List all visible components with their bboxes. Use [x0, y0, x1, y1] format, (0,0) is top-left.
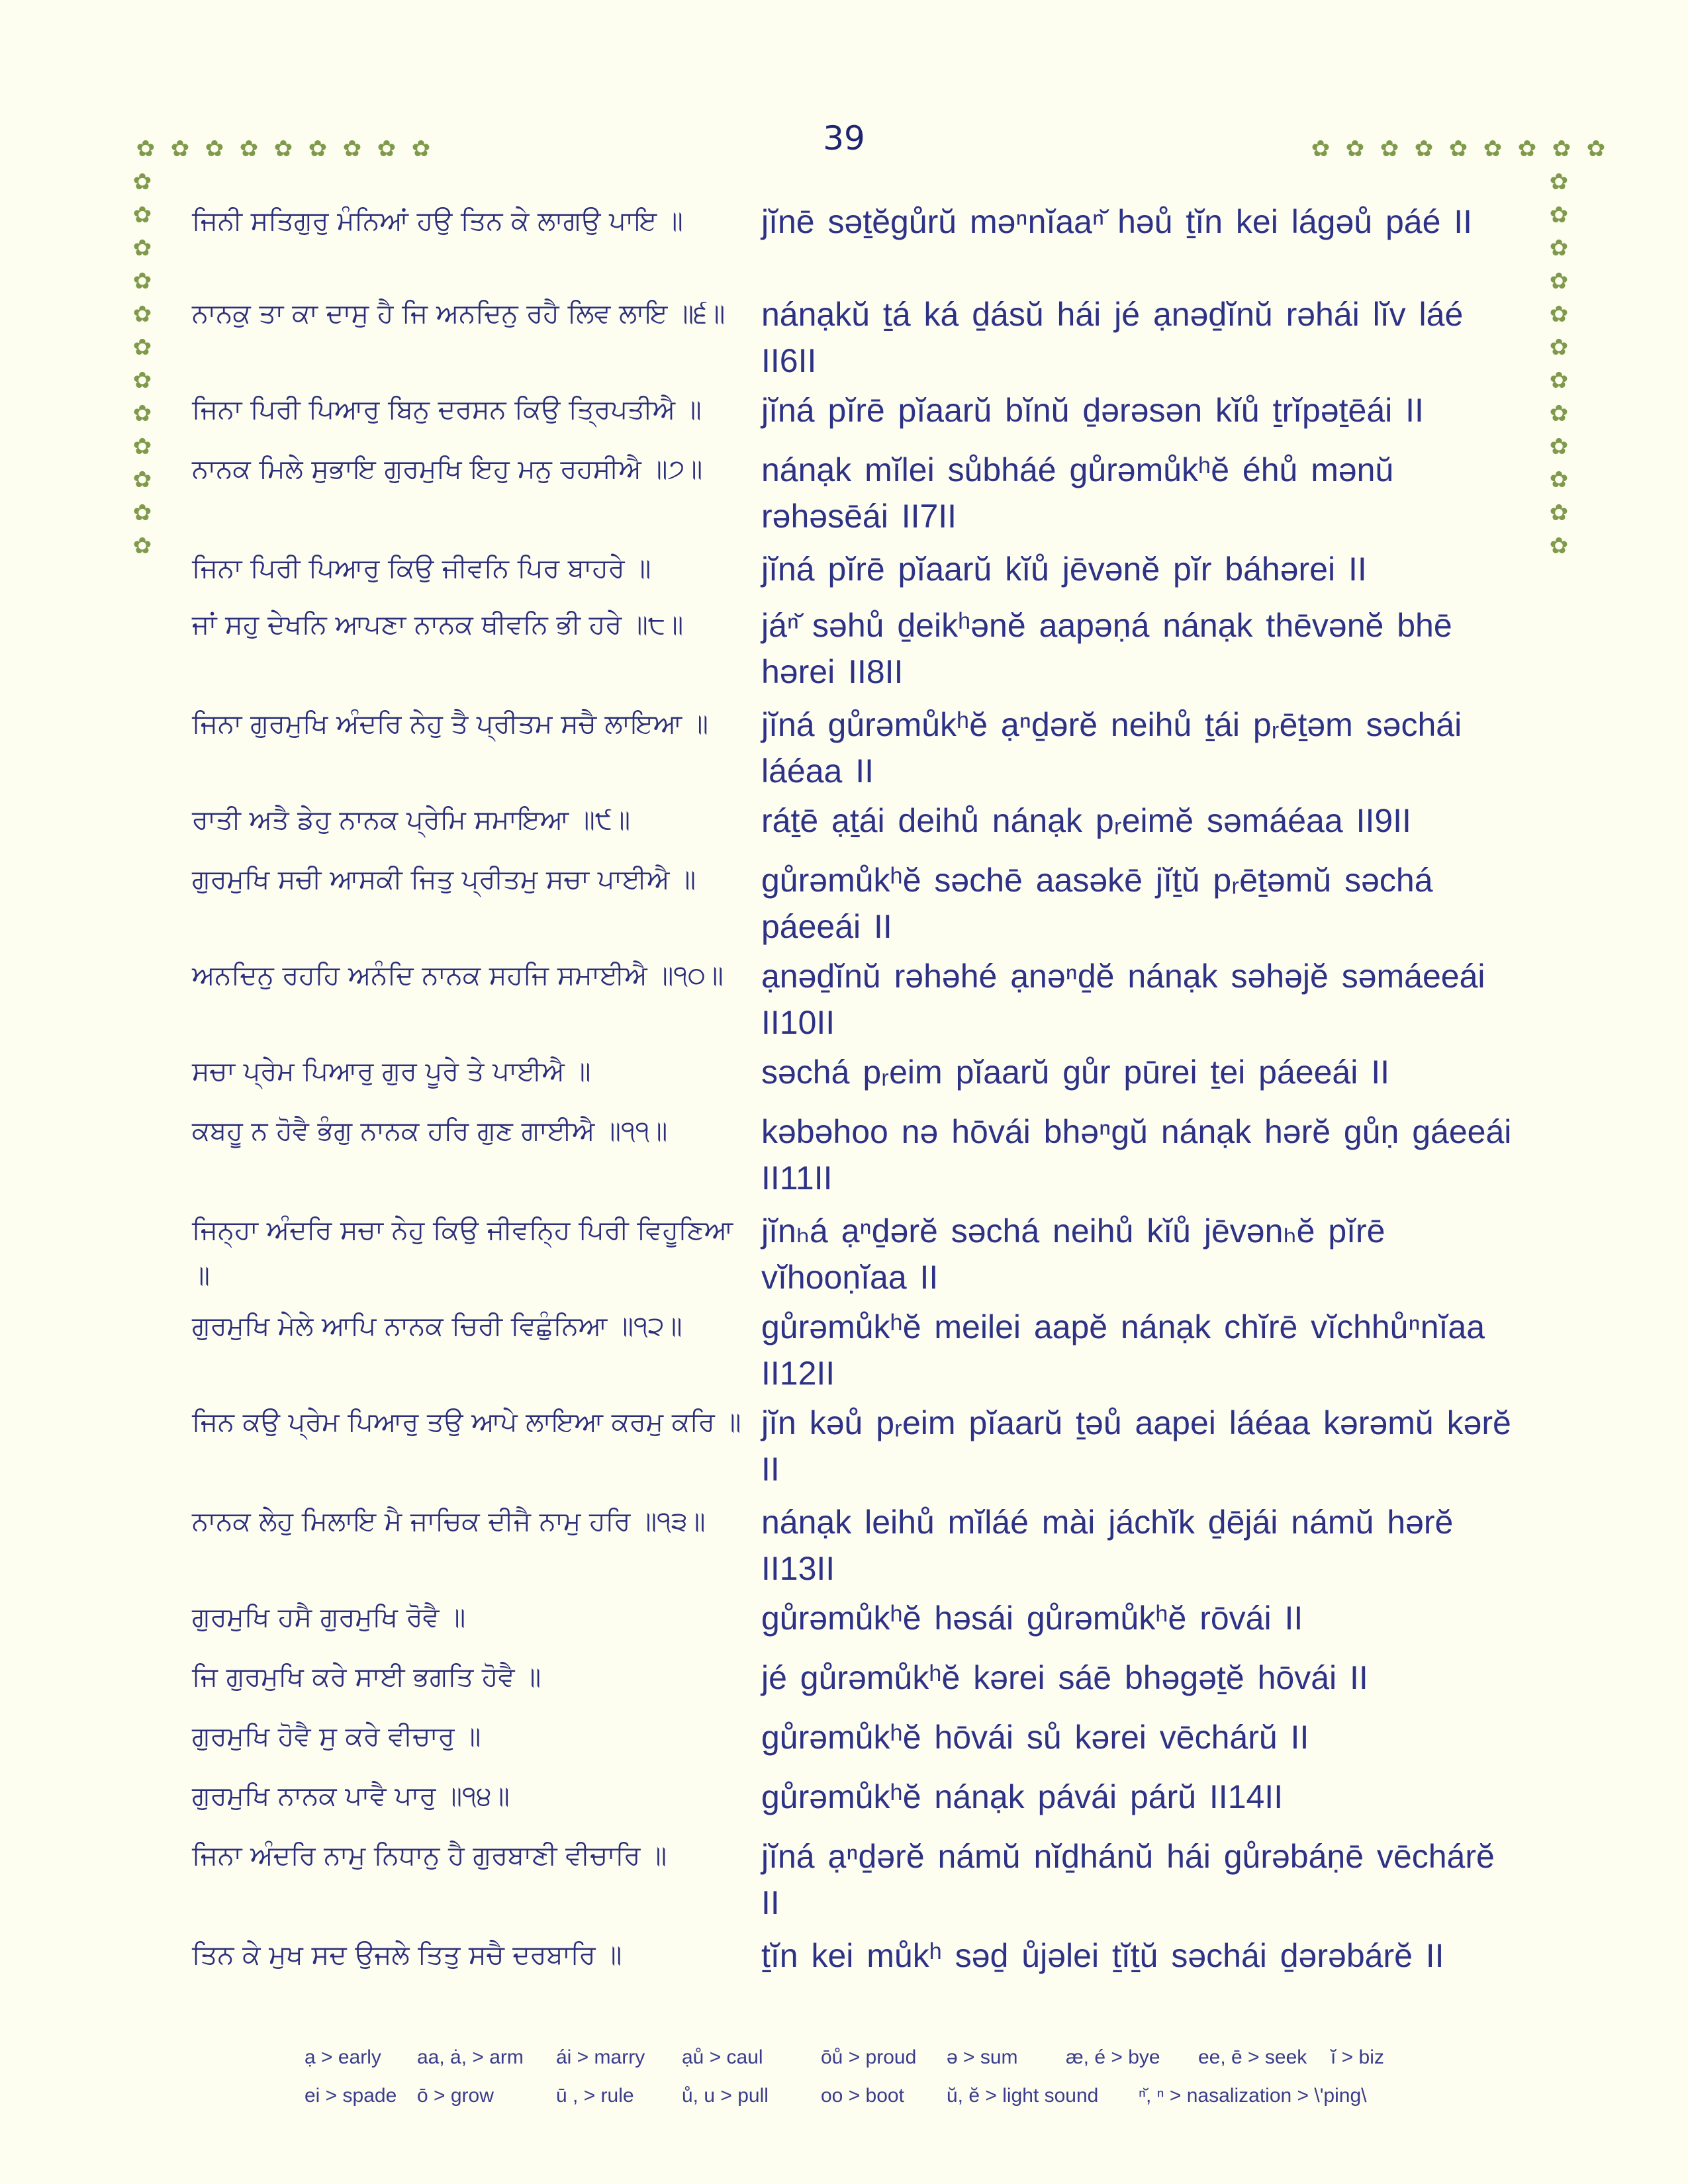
- transliteration-line: ṯĭn kei můkʰ səḏ ůjəlei ṯĭṯŭ səchái ḏərəbárĕ II: [761, 1937, 1444, 1974]
- gurmukhi-line: ਜਿਨ ਕਉ ਪ੍ਰੇਮ ਪਿਆਰੁ ਤਉ ਆਪੇ ਲਾਇਆ ਕਰਮੁ ਕਰਿ ॥: [192, 1407, 741, 1437]
- verse-row: [192, 1833, 1513, 1933]
- gurmukhi-line: ਅਨਦਿਨੁ ਰਹਹਿ ਅਨੰਦਿ ਨਾਨਕ ਸਹਜਿ ਸਮਾਈਐ ॥੧੦॥: [192, 960, 724, 991]
- gurmukhi-line: ਰਾਤੀ ਅਤੈ ਡੇਹੁ ਨਾਨਕ ਪ੍ਰੇਮਿ ਸਮਾਇਆ ॥੯॥: [192, 805, 631, 835]
- flower-ornament-icon: ✿: [132, 533, 152, 559]
- flower-ornament-icon: ✿: [1549, 467, 1569, 493]
- legend-item: ō > grow: [417, 2085, 494, 2107]
- legend-item: oo > boot: [821, 2085, 904, 2107]
- verse-row: [192, 702, 1513, 797]
- flower-ornament-icon: ✿: [132, 235, 152, 261]
- flower-ornament-icon: ✿: [205, 136, 224, 162]
- verse-table: [192, 199, 1513, 1992]
- flower-ornament-icon: ✿: [132, 202, 152, 228]
- legend-item: ạ > early: [305, 2046, 381, 2068]
- flower-ornament-icon: ✿: [1549, 433, 1569, 460]
- transliteration-line: gůrəmůkʰĕ həsái gůrəmůkʰĕ rōvái II: [761, 1600, 1303, 1637]
- transliteration-line: jĭná pĭrē pĭaarŭ kĭů jēvənĕ pĭr báhərei II: [761, 551, 1367, 588]
- transliteration-line: nánạk mĭlei sůbháé gůrəmůkʰĕ éhů mənŭ rəhəsēái II7II: [761, 451, 1394, 535]
- flower-ornament-icon: ✿: [1483, 136, 1503, 162]
- verse-row: [192, 1400, 1513, 1499]
- legend-line: [305, 2038, 1496, 2077]
- flower-ornament-icon: ✿: [136, 136, 156, 162]
- verse-row: [192, 1933, 1513, 1992]
- flower-ornament-icon: ✿: [132, 400, 152, 427]
- flower-ornament-icon: ✿: [132, 500, 152, 526]
- page-number: 39: [823, 119, 865, 158]
- ornament-border-right: [1546, 169, 1572, 559]
- verse-row: [192, 602, 1513, 702]
- gurmukhi-line: ਜਿਨਾ ਅੰਦਰਿ ਨਾਮੁ ਨਿਧਾਨੁ ਹੈ ਗੁਰਬਾਣੀ ਵੀਚਾਰਿ ॥: [192, 1841, 667, 1871]
- gurmukhi-line: ਗੁਰਮੁਖਿ ਮੇਲੇ ਆਪਿ ਨਾਨਕ ਚਿਰੀ ਵਿਛੁੰਨਿਆ ॥੧੨॥: [192, 1311, 682, 1342]
- legend-item: ái > marry: [556, 2046, 645, 2068]
- flower-ornament-icon: ✿: [1549, 334, 1569, 361]
- flower-ornament-icon: ✿: [1586, 136, 1606, 162]
- flower-ornament-icon: ✿: [1552, 136, 1571, 162]
- flower-ornament-icon: ✿: [170, 136, 190, 162]
- transliteration-line: jé gůrəmůkʰĕ kərei sáē bhəgəṯĕ hōvái II: [761, 1659, 1368, 1696]
- flower-ornament-icon: ✿: [1549, 533, 1569, 559]
- flower-ornament-icon: ✿: [1549, 400, 1569, 427]
- flower-ornament-icon: ✿: [132, 367, 152, 394]
- verse-row: [192, 291, 1513, 387]
- verse-row: [192, 199, 1513, 291]
- legend-item: ŭ, ĕ > light sound: [947, 2085, 1099, 2107]
- verse-row: [192, 857, 1513, 953]
- flower-ornament-icon: ✿: [1311, 136, 1331, 162]
- gurmukhi-line: ਜਿ ਗੁਰਮੁਖਿ ਕਰੇ ਸਾਈ ਭਗਤਿ ਹੋਵੈ ॥: [192, 1662, 541, 1692]
- gurmukhi-line: ਗੁਰਮੁਖਿ ਨਾਨਕ ਪਾਵੈ ਪਾਰੁ ॥੧੪॥: [192, 1781, 510, 1811]
- flower-ornament-icon: ✿: [132, 169, 152, 195]
- gurmukhi-line: ਤਿਨ ਕੇ ਮੁਖ ਸਦ ਉਜਲੇ ਤਿਤੁ ਸਚੈ ਦਰਬਾਰਿ ॥: [192, 1940, 622, 1970]
- transliteration-line: jĭná pĭrē pĭaarŭ bĭnŭ ḏərəsən kĭů ṯrĭpəṯēái II: [761, 392, 1424, 429]
- flower-ornament-icon: ✿: [1549, 367, 1569, 394]
- flower-ornament-icon: ✿: [377, 136, 397, 162]
- legend-item: ⁿ̆, ⁿ > nasalization > \'ping\: [1139, 2085, 1367, 2107]
- gurmukhi-line: ਸਚਾ ਪ੍ਰੇਮ ਪਿਆਰੁ ਗੁਰ ਪੂਰੇ ਤੇ ਪਾਈਐ ॥: [192, 1056, 591, 1087]
- gurmukhi-line: ਗੁਰਮੁਖਿ ਹੋਵੈ ਸੁ ਕਰੇ ਵੀਚਾਰੁ ॥: [192, 1721, 481, 1752]
- gurmukhi-line: ਜਾਂ ਸਹੁ ਦੇਖਨਿ ਆਪਣਾ ਨਾਨਕ ਥੀਵਨਿ ਭੀ ਹਰੇ ॥੮॥: [192, 610, 684, 640]
- transliteration-line: ráṯē ạṯái deihů nánạk pᵣeimĕ səmáéaa II9II: [761, 802, 1411, 839]
- legend-item: ōů > proud: [821, 2046, 917, 2068]
- legend-item: æ, é > bye: [1066, 2046, 1160, 2068]
- gurmukhi-line: ਜਿਨਾ ਪਿਰੀ ਪਿਆਰੁ ਕਿਉ ਜੀਵਨਿ ਪਿਰ ਬਾਹਰੇ ॥: [192, 553, 651, 584]
- verse-row: [192, 387, 1513, 447]
- flower-ornament-icon: ✿: [239, 136, 259, 162]
- transliteration-line: jáⁿ̆ səhů ḏeikʰənĕ aapəṇá nánạk thēvənĕ bhē hərei II8II: [761, 607, 1452, 690]
- gurmukhi-line: ਜਿਨੀ ਸਤਿਗੁਰੁ ਮੰਨਿਆਂ ਹਉ ਤਿਨ ਕੇ ਲਾਗਉ ਪਾਇ ॥: [192, 206, 683, 236]
- transliteration-line: nánạk leihů mĭláé mài jáchĭk ḏējái námŭ hərĕ II13II: [761, 1504, 1454, 1587]
- legend-item: ů, u > pull: [682, 2085, 769, 2107]
- gurmukhi-line: ਨਾਨਕ ਲੇਹੁ ਮਿਲਾਇ ਮੈ ਜਾਚਿਕ ਦੀਜੈ ਨਾਮੁ ਹਰਿ ॥੧੩॥: [192, 1506, 706, 1537]
- flower-ornament-icon: ✿: [1549, 169, 1569, 195]
- verse-row: [192, 1304, 1513, 1400]
- transliteration-line: jĭná gůrəmůkʰĕ ạⁿḏərĕ neihů ṯái pᵣēṯəm səchái láéaa II: [761, 706, 1462, 790]
- transliteration-line: jĭnē səṯĕgůrŭ məⁿnĭaaⁿ̆ həů ṯĭn kei lágəů páé II: [761, 203, 1473, 240]
- flower-ornament-icon: ✿: [1517, 136, 1537, 162]
- transliteration-line: ạnəḏĭnŭ rəhəhé ạnəⁿḏĕ nánạk səhəjĕ səmáeeái II10II: [761, 958, 1485, 1041]
- flower-ornament-icon: ✿: [273, 136, 293, 162]
- verse-row: [192, 953, 1513, 1049]
- flower-ornament-icon: ✿: [1345, 136, 1365, 162]
- legend-item: ə > sum: [947, 2046, 1018, 2068]
- flower-ornament-icon: ✿: [411, 136, 431, 162]
- flower-ornament-icon: ✿: [308, 136, 328, 162]
- gurmukhi-line: ਗੁਰਮੁਖਿ ਹਸੈ ਗੁਰਮੁਖਿ ਰੋਵੈ ॥: [192, 1602, 466, 1633]
- flower-ornament-icon: ✿: [132, 301, 152, 328]
- flower-ornament-icon: ✿: [342, 136, 362, 162]
- flower-ornament-icon: ✿: [1414, 136, 1434, 162]
- flower-ornament-icon: ✿: [132, 433, 152, 460]
- verse-row: [192, 546, 1513, 602]
- legend-line: [305, 2077, 1496, 2115]
- transliteration-line: jĭnₕá ạⁿḏərĕ səchá neihů kĭů jēvənₕĕ pĭrē vĭhooṇĭaa II: [761, 1212, 1385, 1296]
- transliteration-line: nánạkŭ ṯá ká ḏásŭ hái jé ạnəḏĭnŭ rəhái lĭv láé II6II: [761, 296, 1464, 379]
- legend-item: ee, ē > seek: [1198, 2046, 1307, 2068]
- flower-ornament-icon: ✿: [1448, 136, 1468, 162]
- verse-row: [192, 1714, 1513, 1774]
- pronunciation-legend: [305, 2038, 1496, 2115]
- gurmukhi-line: ਗੁਰਮੁਖਿ ਸਚੀ ਆਸਕੀ ਜਿਤੁ ਪ੍ਰੀਤਮੁ ਸਚਾ ਪਾਈਐ ॥: [192, 864, 696, 895]
- flower-ornament-icon: ✿: [1549, 202, 1569, 228]
- legend-item: ạů > caul: [682, 2046, 763, 2068]
- transliteration-line: jĭn kəů pᵣeim pĭaarŭ ṯəů aapei láéaa kərəmŭ kərĕ II: [761, 1404, 1511, 1488]
- verse-row: [192, 1774, 1513, 1833]
- transliteration-line: gůrəmůkʰĕ hōvái sů kərei vēchárŭ II: [761, 1719, 1309, 1756]
- transliteration-line: gůrəmůkʰĕ meilei aapĕ nánạk chĭrē vĭchhůⁿnĭaa II12II: [761, 1308, 1485, 1392]
- verse-row: [192, 1655, 1513, 1714]
- verse-row: [192, 1499, 1513, 1595]
- ornament-border-top-left: [132, 136, 434, 162]
- gurmukhi-line: ਕਬਹੂ ਨ ਹੋਵੈ ਭੰਗੁ ਨਾਨਕ ਹਰਿ ਗੁਣ ਗਾਈਐ ॥੧੧॥: [192, 1116, 668, 1146]
- verse-row: [192, 1049, 1513, 1109]
- flower-ornament-icon: ✿: [1549, 235, 1569, 261]
- flower-ornament-icon: ✿: [1549, 301, 1569, 328]
- verse-row: [192, 1109, 1513, 1208]
- gurmukhi-line: ਜਿਨਾ ਗੁਰਮੁਖਿ ਅੰਦਰਿ ਨੇਹੁ ਤੈ ਪ੍ਰੀਤਮ ਸਚੈ ਲਾਇਆ ॥: [192, 709, 708, 739]
- transliteration-line: gůrəmůkʰĕ səchē aasəkē jĭṯŭ pᵣēṯəmŭ səchá páeeái II: [761, 862, 1433, 945]
- flower-ornament-icon: ✿: [1380, 136, 1399, 162]
- gurmukhi-line: ਨਾਨਕ ਮਿਲੇ ਸੁਭਾਇ ਗੁਰਮੁਖਿ ਇਹੁ ਮਨੁ ਰਹਸੀਐ ॥੭॥: [192, 454, 703, 484]
- gurmukhi-line: ਜਿਨ੍ਹਾ ਅੰਦਰਿ ਸਚਾ ਨੇਹੁ ਕਿਉ ਜੀਵਨ੍ਹਿ ਪਿਰੀ ਵਿਹੂਣਿਆ ॥: [192, 1215, 733, 1291]
- flower-ornament-icon: ✿: [132, 467, 152, 493]
- verse-row: [192, 1595, 1513, 1655]
- gurmukhi-line: ਜਿਨਾ ਪਿਰੀ ਪਿਆਰੁ ਬਿਨੁ ਦਰਸਨ ਕਿਉ ਤ੍ਰਿਪਤੀਐ ॥: [192, 394, 702, 425]
- transliteration-line: səchá pᵣeim pĭaarŭ gůr pūrei ṯei páeeái II: [761, 1054, 1389, 1091]
- transliteration-line: jĭná ạⁿḏərĕ námŭ nĭḏhánŭ hái gůrəbáṇē vēchárĕ II: [761, 1838, 1495, 1921]
- verse-row: [192, 797, 1513, 857]
- legend-item: ū , > rule: [556, 2085, 634, 2107]
- flower-ornament-icon: ✿: [132, 268, 152, 295]
- legend-item: ĭ > biz: [1331, 2046, 1384, 2068]
- flower-ornament-icon: ✿: [132, 334, 152, 361]
- ornament-border-left: [129, 169, 156, 559]
- flower-ornament-icon: ✿: [1549, 268, 1569, 295]
- verse-row: [192, 1208, 1513, 1304]
- gurmukhi-line: ਨਾਨਕੁ ਤਾ ਕਾ ਦਾਸੁ ਹੈ ਜਿ ਅਨਦਿਨੁ ਰਹੈ ਲਿਵ ਲਾਇ ॥੬॥: [192, 298, 726, 329]
- legend-item: ei > spade: [305, 2085, 397, 2107]
- transliteration-line: kəbəhoo nə hōvái bhəⁿgŭ nánạk hərĕ gůṇ gáeeái II11II: [761, 1113, 1512, 1197]
- transliteration-line: gůrəmůkʰĕ nánạk pávái párŭ II14II: [761, 1778, 1284, 1815]
- legend-item: aa, ȧ, > arm: [417, 2046, 524, 2068]
- verse-row: [192, 447, 1513, 546]
- ornament-border-top-right: [1307, 136, 1609, 162]
- flower-ornament-icon: ✿: [1549, 500, 1569, 526]
